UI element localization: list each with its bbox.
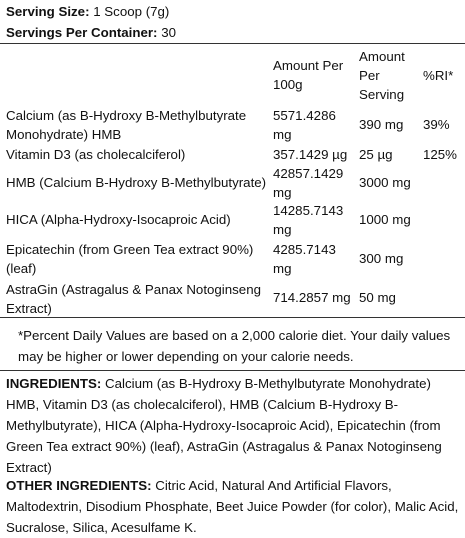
nutrient-name: Epicatechin (from Green Tea extract 90%) (leaf) bbox=[6, 242, 254, 276]
servings-per-container-line bbox=[6, 22, 176, 43]
serving-size-label: Serving Size: bbox=[6, 4, 90, 19]
amount-per-serving: 3000 mg bbox=[359, 175, 411, 190]
ingredients-label: INGREDIENTS: bbox=[6, 376, 102, 391]
amount-per-serving: 300 mg bbox=[359, 251, 404, 266]
nutrient-name: HMB (Calcium B-Hydroxy B-Methylbutyrate) bbox=[6, 175, 267, 190]
divider-lower bbox=[0, 370, 465, 371]
header-amount-per-100g: Amount Per 100g bbox=[273, 58, 344, 92]
nutrient-name: AstraGin (Astragalus & Panax Notoginseng Extract) bbox=[6, 282, 261, 316]
amount-per-serving: 390 mg bbox=[359, 117, 404, 132]
amount-per-serving: 25 µg bbox=[359, 147, 393, 162]
nutrient-name: Calcium (as B-Hydroxy B-Methylbutyrate Monohydrate) HMB bbox=[6, 108, 247, 142]
servings-per-container-value: 30 bbox=[161, 25, 176, 40]
amount-per-100g: 5571.4286 mg bbox=[273, 108, 336, 142]
ingredients-text: Calcium (as B-Hydroxy B-Methylbutyrate Monohydrate) HMB, Vitamin D3 (as cholecalciferol), HMB (Calcium B-Hydroxy B-Methylbutyrate), HICA (Alpha-Hydroxy-Isocaproic Acid), Epicatechin (from Green Tea extract 90%) (leaf), AstraGin (Astragalus & Panax Notoginseng Extract) bbox=[6, 376, 442, 475]
amount-per-100g: 357.1429 µg bbox=[273, 147, 348, 162]
divider-top bbox=[0, 43, 465, 44]
other-ingredients-label: OTHER INGREDIENTS: bbox=[6, 478, 152, 493]
serving-size-line bbox=[6, 1, 176, 22]
serving-info bbox=[6, 1, 176, 43]
divider-middle bbox=[0, 317, 465, 318]
other-ingredients-section bbox=[6, 475, 461, 538]
ingredients-section bbox=[6, 373, 461, 478]
amount-per-serving: 50 mg bbox=[359, 290, 396, 305]
header-amount-per-serving: Amount Per Serving bbox=[359, 49, 405, 102]
amount-per-serving: 1000 mg bbox=[359, 212, 411, 227]
header-ri: %RI* bbox=[423, 68, 454, 83]
other-ingredients-text: Citric Acid, Natural And Artificial Flavors, Maltodextrin, Disodium Phosphate, Beet Juice Powder (for color), Malic Acid, Sucralose, Silica, Acesulfame K. bbox=[6, 478, 459, 535]
amount-per-100g: 4285.7143 mg bbox=[273, 242, 336, 276]
serving-size-value: 1 Scoop (7g) bbox=[93, 4, 170, 19]
nutrient-name: HICA (Alpha-Hydroxy-Isocaproic Acid) bbox=[6, 212, 231, 227]
amount-per-100g: 714.2857 mg bbox=[273, 290, 351, 305]
servings-per-container-label: Servings Per Container: bbox=[6, 25, 158, 40]
amount-per-100g: 14285.7143 mg bbox=[273, 203, 344, 237]
percent-ri: 39% bbox=[423, 117, 450, 132]
percent-ri: 125% bbox=[423, 147, 458, 162]
nutrient-name: Vitamin D3 (as cholecalciferol) bbox=[6, 147, 186, 162]
footnote: *Percent Daily Values are based on a 2,000 calorie diet. Your daily values may be higher or lower depending on your calorie needs. bbox=[18, 328, 451, 364]
amount-per-100g: 42857.1429 mg bbox=[273, 166, 344, 200]
